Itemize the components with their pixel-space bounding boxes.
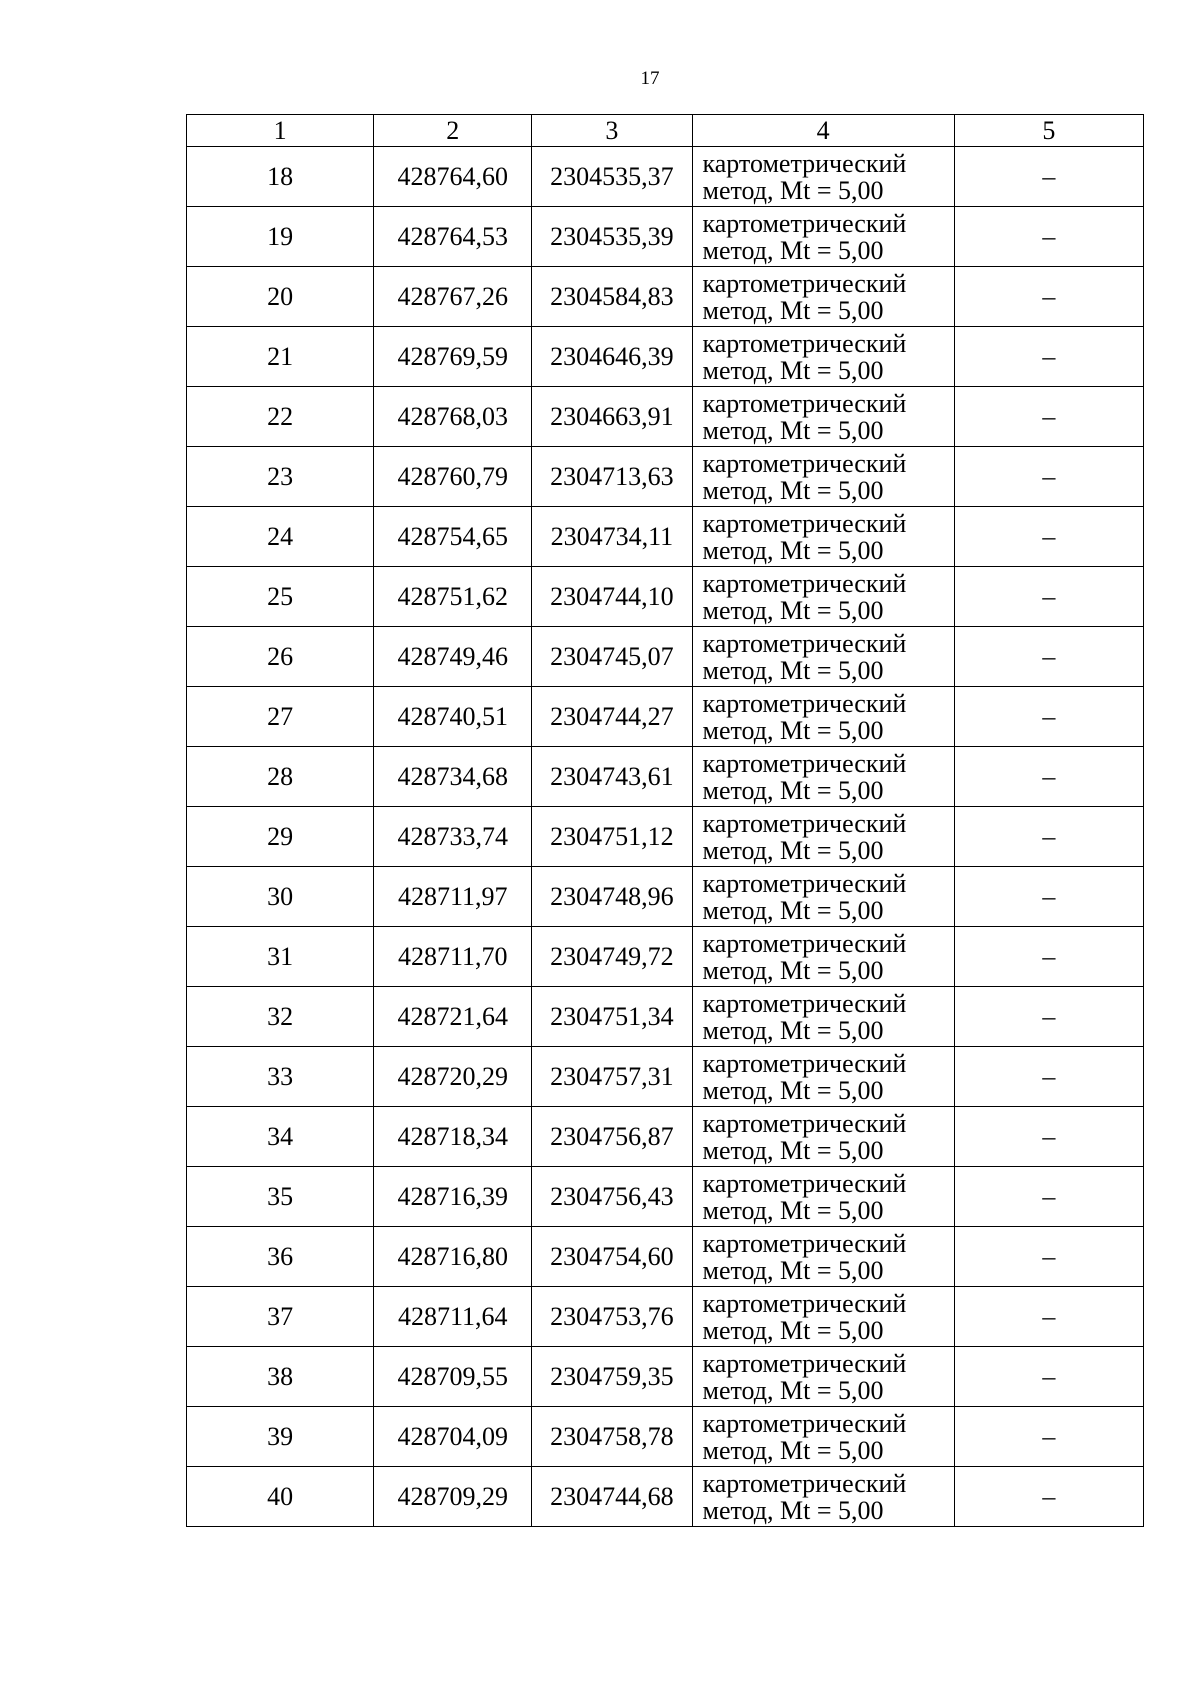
table-row [187, 747, 1144, 807]
y-coordinate-cell: 2304757,31 [532, 1047, 692, 1107]
table-row [187, 807, 1144, 867]
y-coordinate-cell: 2304743,61 [532, 747, 692, 807]
method-line-1: картометрический [702, 1468, 907, 1498]
table-row [187, 1167, 1144, 1227]
y-coordinate-cell: 2304646,39 [532, 327, 692, 387]
method-cell [692, 987, 954, 1047]
method-line-1: картометрический [702, 688, 907, 718]
table-row [187, 207, 1144, 267]
column-header: 3 [532, 115, 692, 147]
method-cell [692, 267, 954, 327]
method-line-1: картометрический [702, 328, 907, 358]
x-coordinate-cell: 428768,03 [374, 387, 532, 447]
point-number-cell: 40 [187, 1467, 374, 1527]
x-coordinate-cell: 428721,64 [374, 987, 532, 1047]
method-line-2: метод, Mt = 5,00 [702, 595, 884, 625]
method-line-1: картометрический [702, 1048, 907, 1078]
point-number-cell: 26 [187, 627, 374, 687]
y-coordinate-cell: 2304535,39 [532, 207, 692, 267]
method-line-1: картометрический [702, 568, 907, 598]
column-5-cell: – [954, 147, 1143, 207]
column-5-cell: – [954, 1107, 1143, 1167]
column-5-cell: – [954, 327, 1143, 387]
method-cell [692, 867, 954, 927]
method-line-1: картометрический [702, 628, 907, 658]
method-cell [692, 927, 954, 987]
point-number-cell: 35 [187, 1167, 374, 1227]
method-line-1: картометрический [702, 388, 907, 418]
method-cell [692, 327, 954, 387]
y-coordinate-cell: 2304745,07 [532, 627, 692, 687]
column-5-cell: – [954, 1047, 1143, 1107]
x-coordinate-cell: 428740,51 [374, 687, 532, 747]
y-coordinate-cell: 2304744,10 [532, 567, 692, 627]
x-coordinate-cell: 428764,60 [374, 147, 532, 207]
method-line-2: метод, Mt = 5,00 [702, 1075, 884, 1105]
method-line-2: метод, Mt = 5,00 [702, 355, 884, 385]
y-coordinate-cell: 2304535,37 [532, 147, 692, 207]
y-coordinate-cell: 2304734,11 [532, 507, 692, 567]
method-line-1: картометрический [702, 1408, 907, 1438]
y-coordinate-cell: 2304663,91 [532, 387, 692, 447]
table-row [187, 1407, 1144, 1467]
method-cell [692, 1227, 954, 1287]
point-number-cell: 33 [187, 1047, 374, 1107]
method-line-1: картометрический [702, 928, 907, 958]
table-row [187, 267, 1144, 327]
x-coordinate-cell: 428733,74 [374, 807, 532, 867]
method-line-2: метод, Mt = 5,00 [702, 1135, 884, 1165]
column-5-cell: – [954, 507, 1143, 567]
x-coordinate-cell: 428749,46 [374, 627, 532, 687]
method-line-2: метод, Mt = 5,00 [702, 415, 884, 445]
method-cell [692, 387, 954, 447]
y-coordinate-cell: 2304753,76 [532, 1287, 692, 1347]
coordinates-table [186, 114, 1144, 1527]
column-5-cell: – [954, 1287, 1143, 1347]
method-cell [692, 147, 954, 207]
method-line-2: метод, Mt = 5,00 [702, 175, 884, 205]
x-coordinate-cell: 428720,29 [374, 1047, 532, 1107]
table-row [187, 1287, 1144, 1347]
y-coordinate-cell: 2304744,27 [532, 687, 692, 747]
method-cell [692, 687, 954, 747]
table-row [187, 867, 1144, 927]
point-number-cell: 23 [187, 447, 374, 507]
method-line-2: метод, Mt = 5,00 [702, 1015, 884, 1045]
table-row [187, 687, 1144, 747]
column-5-cell: – [954, 267, 1143, 327]
method-line-2: метод, Mt = 5,00 [702, 535, 884, 565]
table-row [187, 1347, 1144, 1407]
table-row [187, 1107, 1144, 1167]
column-5-cell: – [954, 447, 1143, 507]
column-5-cell: – [954, 1467, 1143, 1527]
x-coordinate-cell: 428709,29 [374, 1467, 532, 1527]
point-number-cell: 36 [187, 1227, 374, 1287]
method-line-2: метод, Mt = 5,00 [702, 1435, 884, 1465]
method-line-1: картометрический [702, 148, 907, 178]
y-coordinate-cell: 2304754,60 [532, 1227, 692, 1287]
column-5-cell: – [954, 207, 1143, 267]
method-cell [692, 1047, 954, 1107]
column-5-cell: – [954, 747, 1143, 807]
method-line-2: метод, Mt = 5,00 [702, 1375, 884, 1405]
point-number-cell: 19 [187, 207, 374, 267]
y-coordinate-cell: 2304751,12 [532, 807, 692, 867]
table-header-row [187, 115, 1144, 147]
method-cell [692, 447, 954, 507]
method-line-2: метод, Mt = 5,00 [702, 835, 884, 865]
column-5-cell: – [954, 1407, 1143, 1467]
method-cell [692, 1107, 954, 1167]
column-5-cell: – [954, 927, 1143, 987]
method-line-2: метод, Mt = 5,00 [702, 1255, 884, 1285]
point-number-cell: 27 [187, 687, 374, 747]
x-coordinate-cell: 428716,39 [374, 1167, 532, 1227]
y-coordinate-cell: 2304758,78 [532, 1407, 692, 1467]
table-row [187, 327, 1144, 387]
x-coordinate-cell: 428711,97 [374, 867, 532, 927]
point-number-cell: 32 [187, 987, 374, 1047]
point-number-cell: 38 [187, 1347, 374, 1407]
method-cell [692, 1407, 954, 1467]
x-coordinate-cell: 428704,09 [374, 1407, 532, 1467]
method-line-1: картометрический [702, 1348, 907, 1378]
x-coordinate-cell: 428711,70 [374, 927, 532, 987]
method-line-2: метод, Mt = 5,00 [702, 895, 884, 925]
method-line-2: метод, Mt = 5,00 [702, 1315, 884, 1345]
method-line-2: метод, Mt = 5,00 [702, 295, 884, 325]
point-number-cell: 29 [187, 807, 374, 867]
table-row [187, 447, 1144, 507]
column-header: 4 [692, 115, 954, 147]
method-line-1: картометрический [702, 868, 907, 898]
method-cell [692, 207, 954, 267]
point-number-cell: 39 [187, 1407, 374, 1467]
point-number-cell: 30 [187, 867, 374, 927]
method-line-1: картометрический [702, 1168, 907, 1198]
method-line-1: картометрический [702, 448, 907, 478]
x-coordinate-cell: 428734,68 [374, 747, 532, 807]
column-5-cell: – [954, 987, 1143, 1047]
y-coordinate-cell: 2304713,63 [532, 447, 692, 507]
y-coordinate-cell: 2304759,35 [532, 1347, 692, 1407]
column-5-cell: – [954, 1347, 1143, 1407]
column-5-cell: – [954, 567, 1143, 627]
column-5-cell: – [954, 387, 1143, 447]
point-number-cell: 31 [187, 927, 374, 987]
x-coordinate-cell: 428767,26 [374, 267, 532, 327]
method-cell [692, 1467, 954, 1527]
method-line-1: картометрический [702, 988, 907, 1018]
y-coordinate-cell: 2304749,72 [532, 927, 692, 987]
method-line-1: картометрический [702, 1228, 907, 1258]
column-5-cell: – [954, 627, 1143, 687]
method-line-1: картометрический [702, 808, 907, 838]
method-cell [692, 507, 954, 567]
column-5-cell: – [954, 807, 1143, 867]
column-5-cell: – [954, 1167, 1143, 1227]
method-line-2: метод, Mt = 5,00 [702, 475, 884, 505]
x-coordinate-cell: 428769,59 [374, 327, 532, 387]
x-coordinate-cell: 428711,64 [374, 1287, 532, 1347]
y-coordinate-cell: 2304756,43 [532, 1167, 692, 1227]
x-coordinate-cell: 428716,80 [374, 1227, 532, 1287]
method-cell [692, 1287, 954, 1347]
method-line-2: метод, Mt = 5,00 [702, 775, 884, 805]
y-coordinate-cell: 2304756,87 [532, 1107, 692, 1167]
method-line-1: картометрический [702, 268, 907, 298]
method-line-2: метод, Mt = 5,00 [702, 1195, 884, 1225]
table-row [187, 1227, 1144, 1287]
page-number: 17 [640, 68, 660, 89]
x-coordinate-cell: 428764,53 [374, 207, 532, 267]
method-cell [692, 567, 954, 627]
x-coordinate-cell: 428751,62 [374, 567, 532, 627]
table-row [187, 927, 1144, 987]
table-row [187, 1047, 1144, 1107]
y-coordinate-cell: 2304748,96 [532, 867, 692, 927]
method-cell [692, 1347, 954, 1407]
point-number-cell: 28 [187, 747, 374, 807]
point-number-cell: 37 [187, 1287, 374, 1347]
column-header: 1 [187, 115, 374, 147]
point-number-cell: 34 [187, 1107, 374, 1167]
x-coordinate-cell: 428760,79 [374, 447, 532, 507]
table-row [187, 387, 1144, 447]
y-coordinate-cell: 2304744,68 [532, 1467, 692, 1527]
method-line-1: картометрический [702, 1108, 907, 1138]
table-row [187, 987, 1144, 1047]
method-line-2: метод, Mt = 5,00 [702, 655, 884, 685]
point-number-cell: 21 [187, 327, 374, 387]
column-5-cell: – [954, 867, 1143, 927]
method-cell [692, 807, 954, 867]
column-header: 2 [374, 115, 532, 147]
method-line-1: картометрический [702, 208, 907, 238]
column-5-cell: – [954, 687, 1143, 747]
method-line-1: картометрический [702, 748, 907, 778]
method-line-2: метод, Mt = 5,00 [702, 955, 884, 985]
x-coordinate-cell: 428709,55 [374, 1347, 532, 1407]
x-coordinate-cell: 428754,65 [374, 507, 532, 567]
method-line-1: картометрический [702, 1288, 907, 1318]
column-header: 5 [954, 115, 1143, 147]
point-number-cell: 22 [187, 387, 374, 447]
table-row [187, 507, 1144, 567]
method-line-2: метод, Mt = 5,00 [702, 1495, 884, 1525]
table-body [187, 147, 1144, 1527]
x-coordinate-cell: 428718,34 [374, 1107, 532, 1167]
column-5-cell: – [954, 1227, 1143, 1287]
point-number-cell: 25 [187, 567, 374, 627]
y-coordinate-cell: 2304751,34 [532, 987, 692, 1047]
y-coordinate-cell: 2304584,83 [532, 267, 692, 327]
point-number-cell: 20 [187, 267, 374, 327]
method-line-2: метод, Mt = 5,00 [702, 715, 884, 745]
method-line-2: метод, Mt = 5,00 [702, 235, 884, 265]
table-row [187, 1467, 1144, 1527]
table-row [187, 567, 1144, 627]
method-cell [692, 627, 954, 687]
method-cell [692, 747, 954, 807]
point-number-cell: 24 [187, 507, 374, 567]
table-row [187, 627, 1144, 687]
table-row [187, 147, 1144, 207]
point-number-cell: 18 [187, 147, 374, 207]
method-cell [692, 1167, 954, 1227]
method-line-1: картометрический [702, 508, 907, 538]
